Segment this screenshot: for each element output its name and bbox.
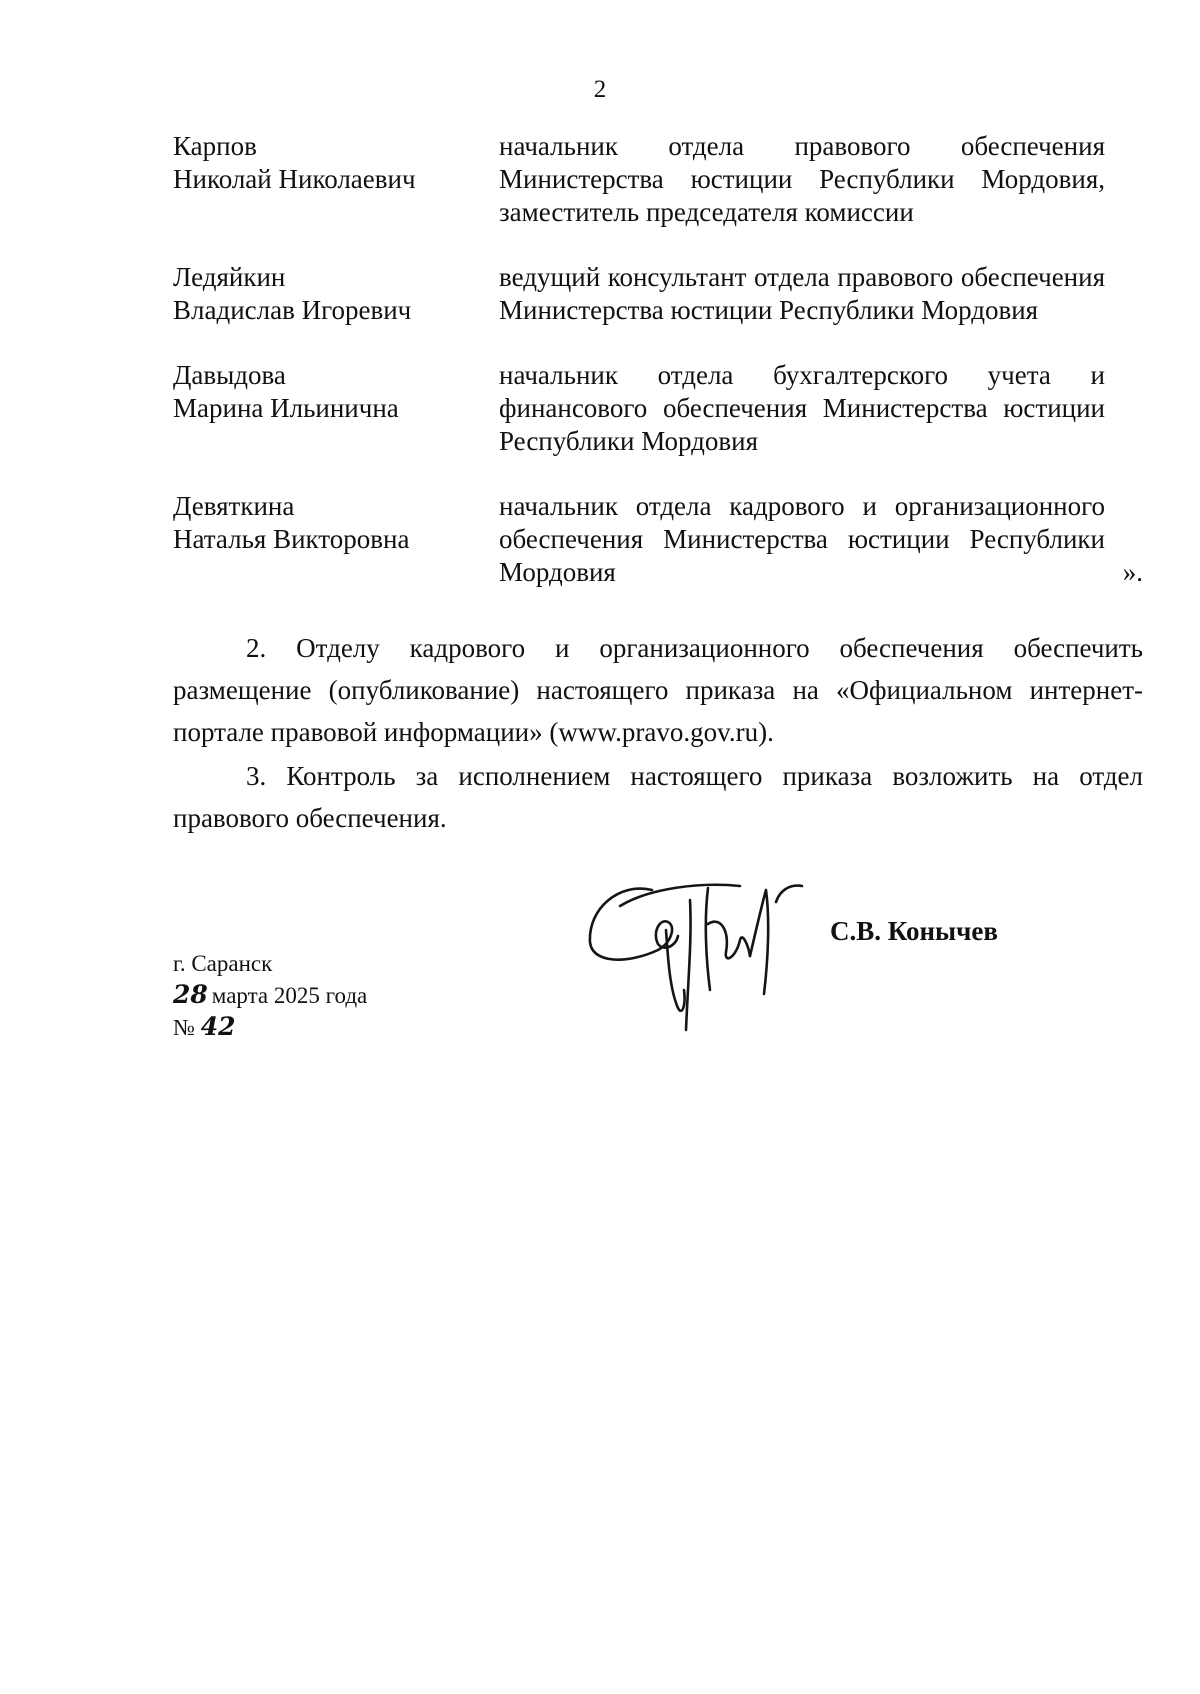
order-paragraph: 3. Контроль за исполнением настоящего приказа возложить на отдел правового обеспечения. <box>173 761 1143 833</box>
member-row <box>173 359 1105 458</box>
date-line <box>173 979 367 1011</box>
order-paragraph: 2. Отделу кадрового и организационного обеспечения обеспечить размещение (опубликование) настоящего приказа на «Официальном интернет-портале правовой информации» (www.pravo.gov.ru). <box>173 633 1143 747</box>
member-given-names: Наталья Викторовна <box>173 524 410 554</box>
member-name <box>173 130 473 196</box>
city-line: г. Саранск <box>173 951 273 976</box>
member-row <box>173 261 1105 327</box>
signer-name: С.В. Конычев <box>830 916 998 946</box>
handwritten-day: 28 <box>173 980 208 1009</box>
member-surname: Ледяйкин <box>173 262 286 292</box>
page-number: 2 <box>593 76 607 103</box>
member-given-names: Марина Ильинична <box>173 393 399 423</box>
number-line <box>173 1011 367 1043</box>
commission-members-list <box>173 130 1143 589</box>
number-prefix: № <box>173 1015 195 1040</box>
date-rest: марта 2025 года <box>211 983 368 1008</box>
member-surname: Девяткина <box>173 491 295 521</box>
signature-block <box>580 860 1060 1040</box>
member-name <box>173 490 473 556</box>
member-position: ведущий консультант отдела правового обеспечения Министерства юстиции Республики Мордовия <box>499 262 1105 325</box>
member-position: начальник отдела бухгалтерского учета и финансового обеспечения Министерства юстиции Республики Мордовия <box>499 360 1105 456</box>
handwritten-signature <box>580 860 830 1040</box>
member-name <box>173 261 473 327</box>
member-row <box>173 130 1105 229</box>
member-given-names: Николай Николаевич <box>173 164 416 194</box>
member-row <box>173 490 1143 589</box>
member-position: начальник отдела правового обеспечения Министерства юстиции Республики Мордовия, заместитель председателя комиссии <box>499 131 1105 227</box>
handwritten-number: 42 <box>200 1012 236 1041</box>
member-position: начальник отдела кадрового и организационного обеспечения Министерства юстиции Республики Мордовия <box>499 491 1105 587</box>
closing-quote: ». <box>1122 557 1143 587</box>
member-surname: Давыдова <box>173 360 286 390</box>
member-surname: Карпов <box>173 131 257 161</box>
order-paragraphs <box>173 627 1143 841</box>
member-name <box>173 359 473 425</box>
member-given-names: Владислав Игоревич <box>173 295 412 325</box>
place-date-number <box>173 948 367 1043</box>
